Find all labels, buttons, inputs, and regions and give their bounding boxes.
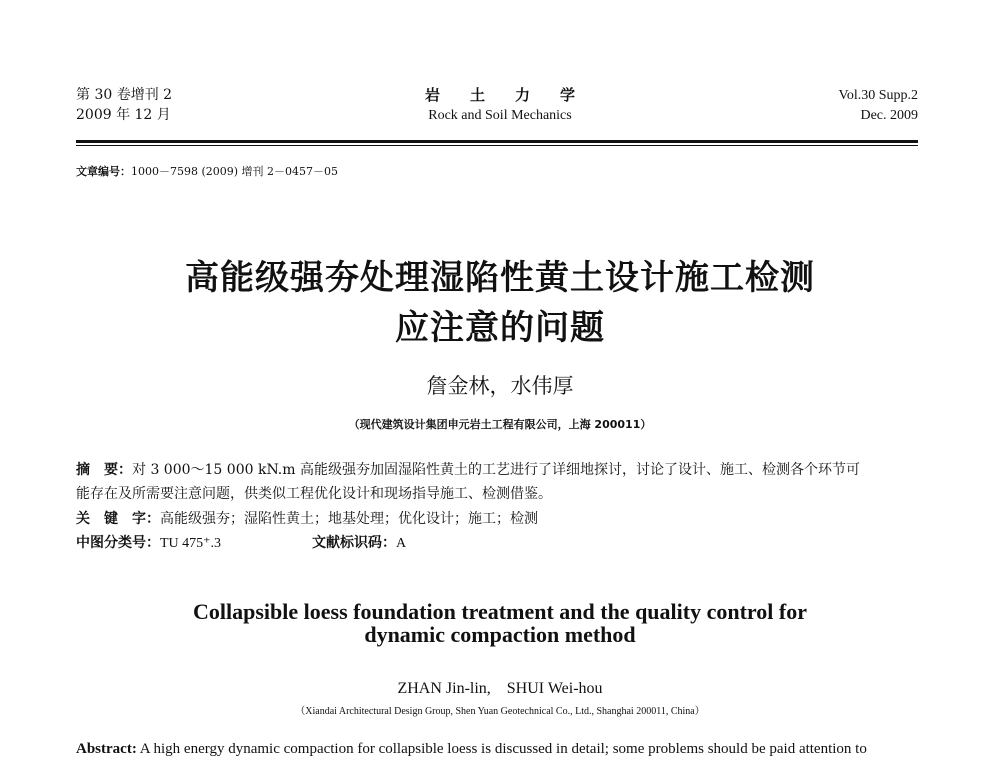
authors-en: ZHAN Jin-lin, SHUI Wei-hou (397, 680, 603, 697)
classification-line (76, 532, 221, 555)
journal-date-en: Dec. 2009 (860, 108, 918, 123)
abstract-cn-line2: 能存在及所需要注意问题，供类似工程优化设计和现场指导施工、检测借鉴。 (76, 486, 552, 502)
keywords-cn-text: 高能级强夯；湿陷性黄土；地基处理；优化设计；施工；检测 (160, 511, 538, 527)
title-cn-line2: 应注意的问题 (395, 308, 605, 348)
authors-cn: 詹金林，水伟厚 (426, 374, 574, 398)
journal-name-en: Rock and Soil Mechanics (428, 108, 572, 123)
classification-label: 中图分类号： (76, 535, 160, 551)
header-rule-thick (76, 140, 918, 143)
abstract-cn-text1: 对 3 000～15 000 kN.m 高能级强夯加固湿陷性黄土的工艺进行了详细地探讨，讨论了设计、施工、检测各个环节可 (132, 462, 860, 478)
title-en-line1: Collapsible loess foundation treatment and the quality control for (193, 599, 807, 624)
title-cn-line1: 高能级强夯处理湿陷性黄土设计施工检测 (185, 258, 815, 298)
affiliation-cn: （现代建筑设计集团申元岩土工程有限公司，上海 200011） (348, 418, 652, 431)
doc-id-label: 文献标识码： (312, 535, 396, 551)
journal-volume-cn: 第 30 卷增刊 2 (76, 87, 173, 103)
abstract-en (76, 741, 867, 758)
abstract-cn-line1 (76, 459, 926, 481)
doc-id-line (312, 532, 406, 555)
abstract-en-text: A high energy dynamic compaction for collapsible loess is discussed in detail; some problems should be paid attention to (136, 741, 867, 757)
abstract-en-label: Abstract: (76, 741, 137, 757)
affiliation-en: （Xiandai Architectural Design Group, Shen Yuan Geotechnical Co., Ltd., Shanghai 200011, China） (295, 706, 705, 717)
article-id-value: 1000－7598 (2009) 增刊 2－0457－05 (131, 165, 339, 178)
journal-name-cn: 岩 土 力 学 (424, 86, 575, 104)
article-id-label: 文章编号： (76, 165, 131, 178)
journal-volume-en: Vol.30 Supp.2 (838, 88, 918, 103)
classification-value: TU 475⁺.3 (160, 536, 222, 551)
keywords-cn (76, 508, 538, 530)
doc-id-value: A (396, 536, 407, 551)
article-id (76, 163, 338, 179)
title-en-line2: dynamic compaction method (364, 622, 636, 647)
keywords-cn-label: 关 键 字： (76, 511, 160, 527)
journal-date-cn: 2009 年 12 月 (76, 107, 171, 123)
abstract-cn-label: 摘 要： (76, 462, 132, 478)
header-rule-thin (76, 145, 918, 146)
